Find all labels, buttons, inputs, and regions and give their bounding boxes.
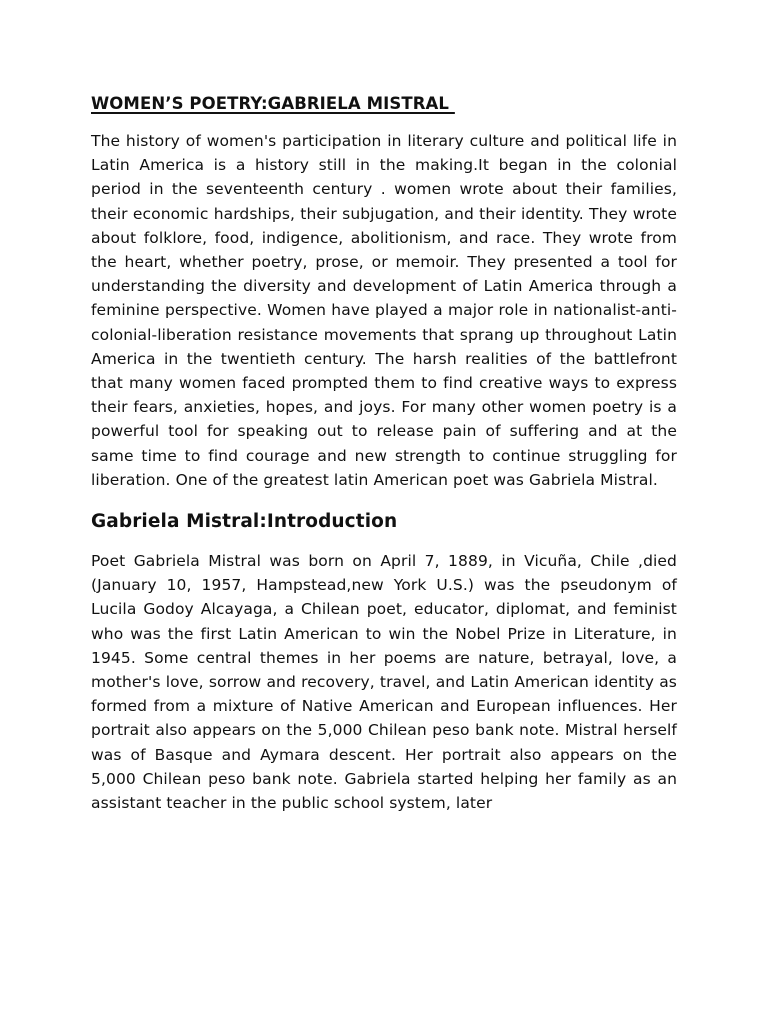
document-title: WOMEN’S POETRY:GABRIELA MISTRAL [91,94,455,113]
intro-paragraph: The history of women's participation in literary culture and political life in Latin America is a history still in the making.It began in the colonial period in the seventeenth century . women wrote about their families, their economic hardships, their subjugation, and their identity. They wrote about folklore, food, indigence, abolitionism, and race. They wrote from the heart, whether poetry, prose, or memoir. They presented a tool for understanding the diversity and development of Latin America through a feminine perspective. Women have played a major role in nationalist-anti-colonial-liberation resistance movements that sprang up throughout Latin America in the twentieth century. The harsh realities of the battlefront that many women faced prompted them to find creative ways to express their fears, anxieties, hopes, and joys. For many other women poetry is a powerful tool for speaking out to release pain of suffering and at the same time to find courage and new strength to continue struggling for liberation. One of the greatest latin American poet was Gabriela Mistral. [91,132,677,489]
section-heading: Gabriela Mistral:Introduction [91,511,398,533]
document-page [91,92,677,815]
biography-paragraph: Poet Gabriela Mistral was born on April 7, 1889, in Vicuña, Chile ,died (January 10, 1957, Hampstead,new York U.S.) was the pseudonym of Lucila Godoy Alcayaga, a Chilean poet, educator, diplomat, and feminist who was the first Latin American to win the Nobel Prize in Literature, in 1945. Some central themes in her poems are nature, betrayal, love, a mother's love, sorrow and recovery, travel, and Latin American identity as formed from a mixture of Native American and European influences. Her portrait also appears on the 5,000 Chilean peso bank note. Mistral herself was of Basque and Aymara descent. Her portrait also appears on the 5,000 Chilean peso bank note. Gabriela started helping her family as an assistant teacher in the public school system, later [91,552,677,813]
